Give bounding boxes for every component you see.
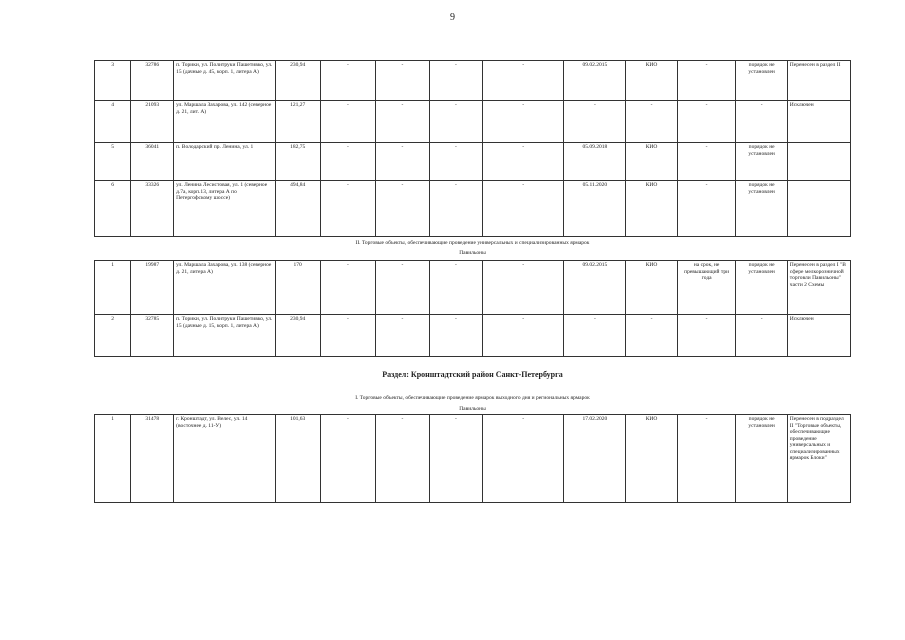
table-cell: 32785 <box>131 315 174 357</box>
table-cell: 6 <box>95 181 131 237</box>
table-cell: - <box>483 415 564 503</box>
section-caption: I. Торговые объекты, обеспечивающие проведение ярмарок выходного дня и региональных ярмарок <box>355 395 590 401</box>
table-cell: порядок не установлен <box>736 261 787 315</box>
table-cell: - <box>483 315 564 357</box>
table-cell: - <box>626 101 677 143</box>
table-cell: ул. Маршала Захарова, ул. 142 (северное д. 21, лит. А) <box>174 101 276 143</box>
table-cell: - <box>677 181 736 237</box>
table-cell: - <box>564 315 626 357</box>
table-cell: 101,63 <box>275 415 320 503</box>
table-cell: 17.02.2020 <box>564 415 626 503</box>
table-row <box>95 415 851 503</box>
table-cell: - <box>320 181 376 237</box>
table-cell: 5 <box>95 143 131 181</box>
table-cell: 19987 <box>131 261 174 315</box>
table-cell: 36041 <box>131 143 174 181</box>
page-number: 9 <box>450 12 455 23</box>
table-cell: Перенесен в раздел I "В сфере мелкорозничной торговли Павильоны" части 2 Схемы <box>787 261 850 315</box>
table-cell: Исключен <box>787 101 850 143</box>
table-cell: - <box>677 101 736 143</box>
table-cell: 3 <box>95 61 131 101</box>
table-section-1 <box>94 60 851 237</box>
table-cell <box>787 143 850 181</box>
table-cell: - <box>483 143 564 181</box>
table-cell: - <box>320 143 376 181</box>
table-cell: - <box>626 315 677 357</box>
table-cell: КИО <box>626 61 677 101</box>
table-cell: 31478 <box>131 415 174 503</box>
table-cell: г. Кронштадт, ул. Велес, ул. 14 (восточнее д. 11-У) <box>174 415 276 503</box>
table-cell: 09.02.2015 <box>564 61 626 101</box>
table-cell: - <box>376 415 429 503</box>
table-cell: 1 <box>95 415 131 503</box>
table-section-2 <box>94 260 851 357</box>
table-cell: - <box>677 61 736 101</box>
section-title: Раздел: Кронштадтский район Санкт-Петербурга <box>382 370 563 379</box>
table-cell: 121,27 <box>275 101 320 143</box>
table-section-3 <box>94 414 851 503</box>
table-cell: КИО <box>626 415 677 503</box>
table-cell: порядок не установлен <box>736 61 787 101</box>
table-cell: КИО <box>626 261 677 315</box>
table-cell: Исключен <box>787 315 850 357</box>
section-caption: II. Торговые объекты, обеспечивающие проведение универсальных и специализированных ярмарок <box>355 240 590 246</box>
table-cell: - <box>429 101 482 143</box>
table-cell: - <box>429 61 482 101</box>
table-cell: - <box>429 315 482 357</box>
table-row <box>95 101 851 143</box>
table-cell: - <box>376 101 429 143</box>
table-cell: - <box>677 415 736 503</box>
table-cell: - <box>483 181 564 237</box>
table-cell: - <box>320 415 376 503</box>
section-subcaption: Павильоны <box>459 250 486 256</box>
table-cell: 09.02.2015 <box>564 261 626 315</box>
table-cell: 1 <box>95 261 131 315</box>
table-cell: п. Торики, ул. Политруки Пашетивко, ул. 15 (дачные д. 15, корп. 1, литера А) <box>174 315 276 357</box>
table-cell: 05.09.2018 <box>564 143 626 181</box>
table-cell: п. Володарский пр. Ленина, ул. 1 <box>174 143 276 181</box>
table-cell: 32786 <box>131 61 174 101</box>
table-row <box>95 261 851 315</box>
table-cell: ул. Маршала Захарова, ул. 138 (северное д. 21, литера А) <box>174 261 276 315</box>
table-cell: - <box>483 101 564 143</box>
table-cell: - <box>429 143 482 181</box>
table-cell: Перенесен в подраздел II "Торговые объекты, обеспечивающие проведение универсальных и специализированных ярмарок Блоки" <box>787 415 850 503</box>
table-cell: 182,75 <box>275 143 320 181</box>
table-cell: - <box>376 181 429 237</box>
table-cell: 230,94 <box>275 315 320 357</box>
table-cell: - <box>376 61 429 101</box>
table-row <box>95 143 851 181</box>
table-cell: Перенесен в раздел II <box>787 61 850 101</box>
table-cell: ул. Ленина Лесистовая, ул. 1 (северное д.7а, корп.13, литера А по Петергофскому шоссе) <box>174 181 276 237</box>
table-row <box>95 315 851 357</box>
table-cell: - <box>320 101 376 143</box>
table-cell: - <box>564 101 626 143</box>
table-cell: - <box>677 315 736 357</box>
table-row <box>95 181 851 237</box>
table-cell: - <box>320 261 376 315</box>
table-cell: - <box>320 315 376 357</box>
table-cell: п. Торики, ул. Политруки Пашетивко, ул. 15 (дачные д. 45, корп. 1, литера А) <box>174 61 276 101</box>
table-cell: 4 <box>95 101 131 143</box>
table-cell: - <box>376 261 429 315</box>
section-subcaption: Павильоны <box>459 406 486 412</box>
table-cell: 33326 <box>131 181 174 237</box>
table-cell: - <box>429 415 482 503</box>
table-cell: - <box>320 61 376 101</box>
table-cell: 2 <box>95 315 131 357</box>
table-cell: КИО <box>626 143 677 181</box>
table-cell <box>787 181 850 237</box>
table-cell: - <box>736 101 787 143</box>
table-row <box>95 61 851 101</box>
table-cell: порядок не установлен <box>736 415 787 503</box>
table-cell: - <box>483 261 564 315</box>
table-cell: - <box>376 315 429 357</box>
table-cell: - <box>429 181 482 237</box>
table-cell: порядок не установлен <box>736 143 787 181</box>
table-cell: 21093 <box>131 101 174 143</box>
table-cell: порядок не установлен <box>736 181 787 237</box>
table-cell: 230,94 <box>275 61 320 101</box>
table-cell: - <box>376 143 429 181</box>
table-cell: КИО <box>626 181 677 237</box>
table-cell: на срок, не превышающий три года <box>677 261 736 315</box>
table-cell: - <box>736 315 787 357</box>
table-cell: 494,84 <box>275 181 320 237</box>
table-cell: - <box>483 61 564 101</box>
table-cell: - <box>429 261 482 315</box>
table-cell: 170 <box>275 261 320 315</box>
table-cell: - <box>677 143 736 181</box>
table-cell: 05.11.2020 <box>564 181 626 237</box>
